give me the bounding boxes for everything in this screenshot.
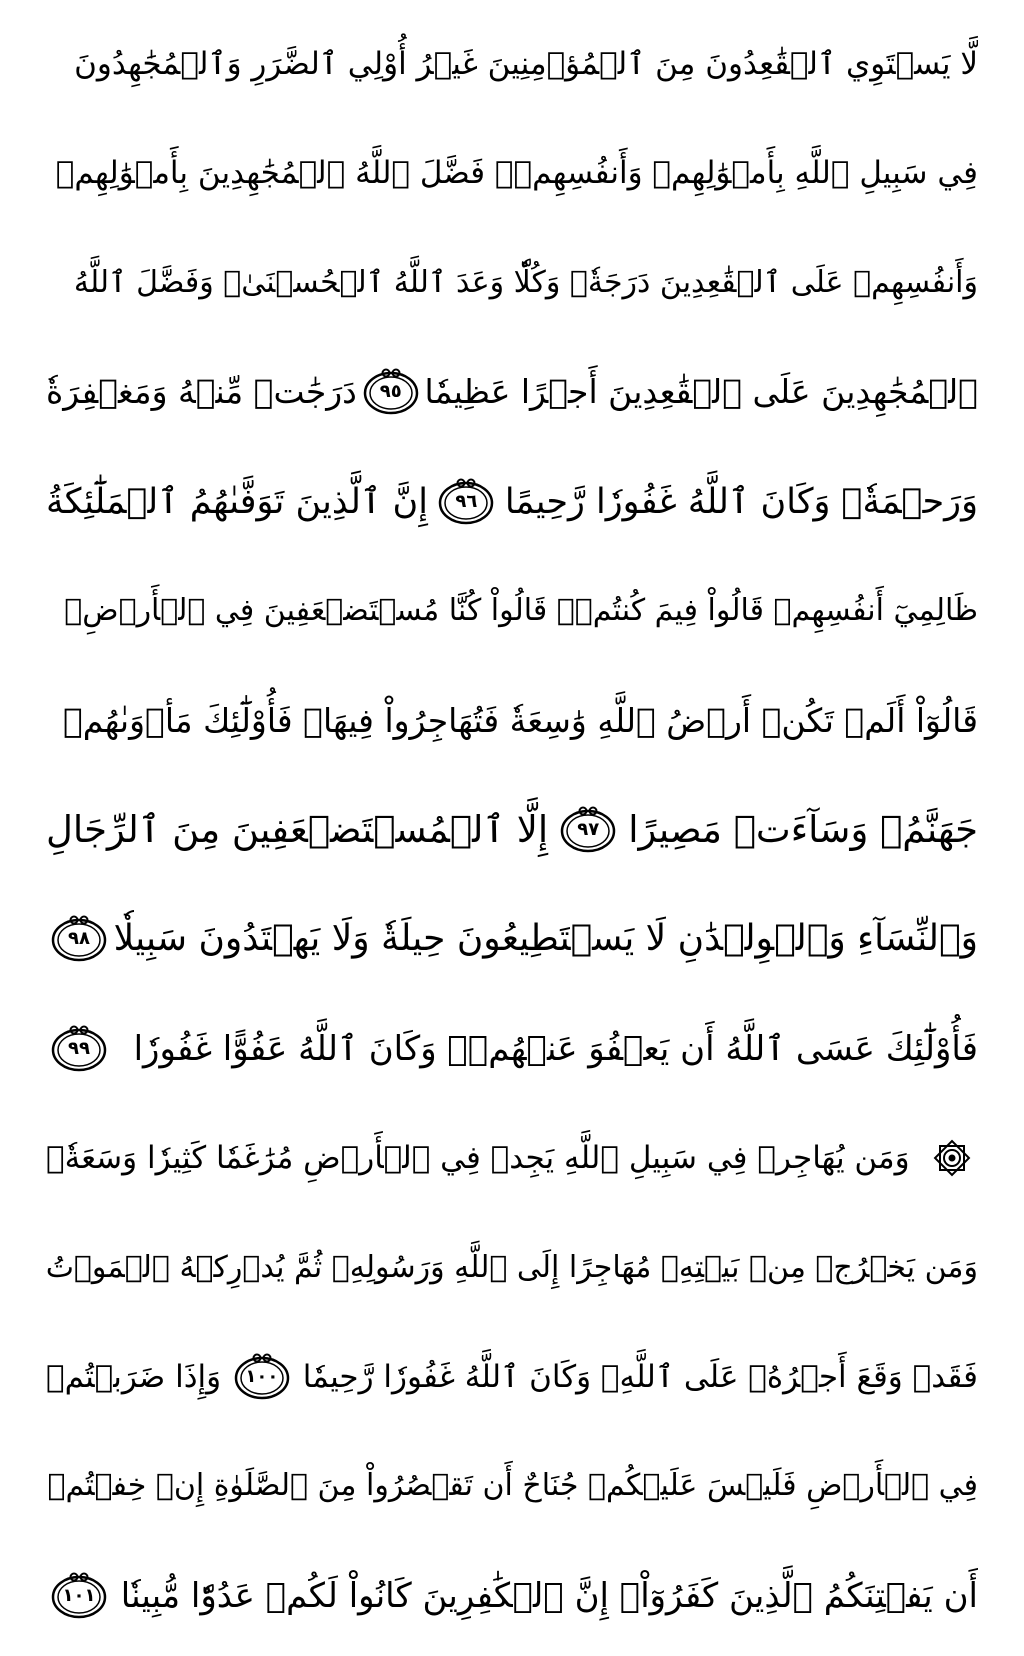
verse-line [46, 28, 978, 100]
verse-text: وَمَن يُهَاجِرۡ فِي سَبِيلِ ٱللَّهِ يَجِدۡ فِي ٱلۡأَرۡضِ مُرَٰغَمٗا كَثِيرٗا وَسَعَةٗۚ [46, 1140, 910, 1177]
verse-text: إِنَّ ٱلَّذِينَ تَوَفَّىٰهُمُ ٱلۡمَلَٰٓئِكَةُ [46, 481, 428, 522]
ayah-number: ٩٩ [68, 1037, 90, 1059]
verse-text: وَأَنفُسِهِمۡ عَلَى ٱلۡقَٰعِدِينَ دَرَجَةٗۚ وَكُلّٗا وَعَدَ ٱللَّهُ ٱلۡحُسۡنَىٰۚ وَفَضَّلَ ٱللَّهُ [73, 264, 978, 300]
verse-line [46, 1013, 978, 1085]
ayah-number-marker [437, 477, 495, 527]
verse-line [46, 466, 978, 538]
verse-text: وَرَحۡمَةٗۚ وَكَانَ ٱللَّهُ غَفُورٗا رَّحِيمًا [504, 481, 978, 522]
verse-text: أَن يَفۡتِنَكُمُ ٱلَّذِينَ كَفَرُوٓاْۚ إِنَّ ٱلۡكَٰفِرِينَ كَانُواْ لَكُمۡ عَدُوّٗا مُّبِينٗا [120, 1575, 978, 1616]
verse-line [46, 1232, 978, 1304]
verse-text: لَّا يَسۡتَوِي ٱلۡقَٰعِدُونَ مِنَ ٱلۡمُؤۡمِنِينَ غَيۡرُ أُوْلِي ٱلضَّرَرِ وَٱلۡمُجَٰهِدُونَ [74, 46, 978, 82]
ayah-number-marker [559, 805, 617, 855]
verse-line [46, 356, 978, 428]
verse-line [46, 575, 978, 647]
ayah-number: ٩٦ [455, 490, 478, 512]
ayah-number-marker [362, 367, 420, 417]
verse-text: وَمَن يَخۡرُجۡ مِنۢ بَيۡتِهِۦ مُهَاجِرًا إِلَى ٱللَّهِ وَرَسُولِهِۦ ثُمَّ يُدۡرِكۡهُ ٱلۡمَوۡتُ [46, 1249, 978, 1285]
verse-line [46, 137, 978, 209]
verse-text: وَإِذَا ضَرَبۡتُمۡ [46, 1359, 222, 1396]
ayah-number: ٩٨ [68, 928, 90, 950]
verse-text: فِي ٱلۡأَرۡضِ فَلَيۡسَ عَلَيۡكُمۡ جُنَاحٌ أَن تَقۡصُرُواْ مِنَ ٱلصَّلَوٰةِ إِنۡ خِفۡتُمۡ [47, 1468, 978, 1504]
verse-line [46, 903, 978, 975]
verse-line [46, 685, 978, 757]
verse-line [46, 794, 978, 866]
verse-text: ٱلۡمُجَٰهِدِينَ عَلَى ٱلۡقَٰعِدِينَ أَجۡرًا عَظِيمٗا [424, 372, 978, 412]
verse-text: إِلَّا ٱلۡمُسۡتَضۡعَفِينَ مِنَ ٱلرِّجَالِ [46, 807, 549, 851]
ayah-number: ١٠١ [62, 1584, 96, 1606]
verse-lines [46, 28, 978, 1632]
verse-text: فَقَدۡ وَقَعَ أَجۡرُهُۥ عَلَى ٱللَّهِۗ وَكَانَ ٱللَّهُ غَفُورٗا رَّحِيمٗا [302, 1359, 978, 1396]
verse-line [46, 1341, 978, 1413]
verse-line [46, 1450, 978, 1522]
ayah-number: ٩٧ [577, 818, 600, 840]
ayah-number-marker [50, 1024, 108, 1074]
ayah-number-marker [233, 1352, 291, 1402]
verse-line [46, 247, 978, 319]
verse-text: دَرَجَٰتٖ مِّنۡهُ وَمَغۡفِرَةٗ [46, 372, 357, 412]
verse-line [46, 1560, 978, 1632]
ayah-number: ٩٥ [379, 381, 402, 403]
verse-line [46, 1122, 978, 1194]
verse-text: فَأُوْلَٰٓئِكَ عَسَى ٱللَّهُ أَن يَعۡفُوَ عَنۡهُمۡۚ وَكَانَ ٱللَّهُ عَفُوًّا غَفُورٗا [133, 1028, 978, 1069]
verse-text: فِي سَبِيلِ ٱللَّهِ بِأَمۡوَٰلِهِمۡ وَأَنفُسِهِمۡۚ فَضَّلَ ٱللَّهُ ٱلۡمُجَٰهِدِينَ بِأَمۡوَٰلِهِمۡ [55, 155, 978, 192]
ayah-number: ١٠٠ [245, 1366, 279, 1388]
ayah-number-marker [50, 1571, 108, 1621]
verse-text: قَالُوٓاْ أَلَمۡ تَكُنۡ أَرۡضُ ٱللَّهِ وَٰسِعَةٗ فَتُهَاجِرُواْ فِيهَاۚ فَأُوْلَٰٓئِكَ مَأۡوَىٰهُمۡ [62, 700, 978, 740]
verse-text: وَٱلنِّسَآءِ وَٱلۡوِلۡدَٰنِ لَا يَسۡتَطِيعُونَ حِيلَةٗ وَلَا يَهۡتَدُونَ سَبِيلٗا [113, 918, 978, 960]
verse-text: ظَالِمِيٓ أَنفُسِهِمۡ قَالُواْ فِيمَ كُنتُمۡۖ قَالُواْ كُنَّا مُسۡتَضۡعَفِينَ فِي ٱلۡأَرۡضِۚ [64, 593, 978, 629]
verse-text: جَهَنَّمُۖ وَسَآءَتۡ مَصِيرًا [628, 807, 978, 851]
ayah-number-marker [50, 914, 108, 964]
rub-el-hizb-icon [930, 1136, 974, 1180]
